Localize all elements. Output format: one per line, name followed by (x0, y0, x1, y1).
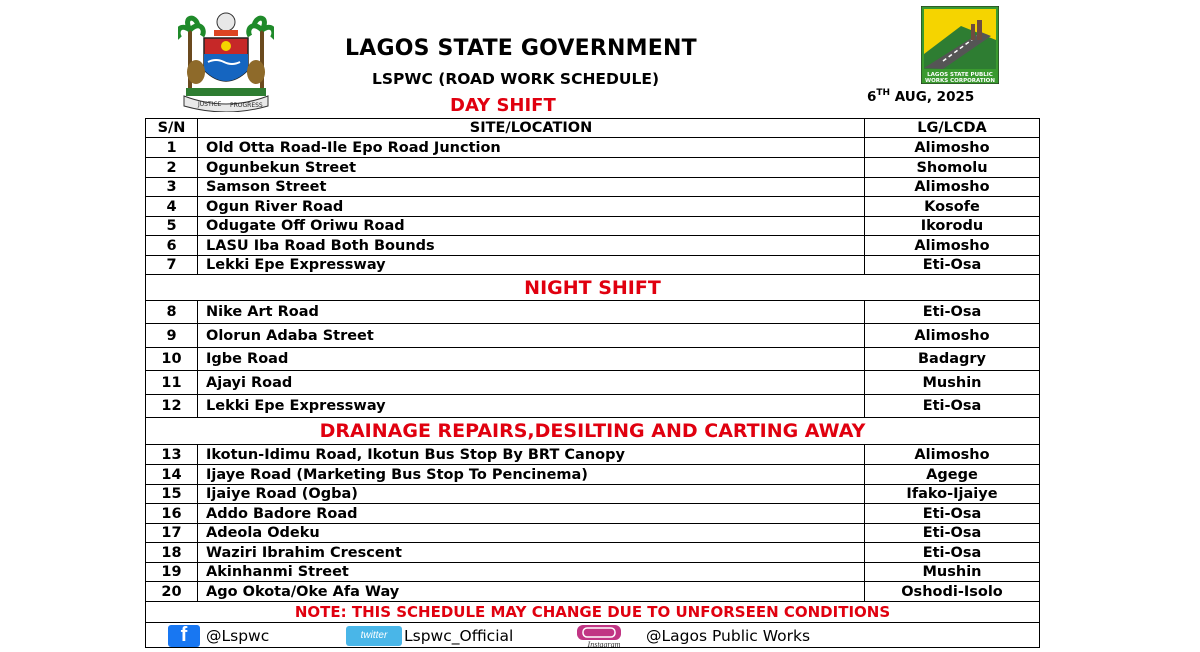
facebook-link[interactable] (168, 623, 269, 648)
row-lg: Badagry (918, 351, 986, 367)
crest-motto-right: PROGRESS (230, 102, 263, 109)
row-lg: Mushin (922, 374, 982, 391)
row-sn: 15 (146, 485, 198, 503)
row-lg: Eti-Osa (922, 525, 982, 541)
table-row (145, 543, 1040, 563)
row-sn: 13 (146, 445, 198, 464)
row-sn: 5 (146, 217, 198, 235)
table-row (145, 395, 1040, 418)
table-header-row (145, 118, 1040, 138)
table-row (145, 197, 1040, 217)
table-row (145, 504, 1040, 524)
row-site: Igbe Road (198, 348, 865, 370)
row-sn: 2 (146, 158, 198, 177)
row-site: LASU Iba Road Both Bounds (198, 236, 865, 255)
twitter-icon: twitter (346, 626, 402, 646)
facebook-handle: @Lspwc (206, 626, 270, 645)
table-row (145, 256, 1040, 275)
table-row (145, 217, 1040, 236)
facebook-icon: f (168, 625, 200, 647)
row-site: Lekki Epe Expressway (198, 256, 865, 274)
row-sn: 11 (146, 371, 198, 394)
row-site: Ijaiye Road (Ogba) (198, 485, 865, 503)
twitter-link[interactable] (346, 623, 513, 648)
row-site: Odugate Off Oriwu Road (198, 217, 865, 235)
row-sn: 10 (146, 348, 198, 370)
table-row (145, 524, 1040, 543)
row-sn: 3 (146, 178, 198, 196)
logo-text-line2: WORKS CORPORATION (925, 78, 995, 84)
column-header-site: SITE/LOCATION (198, 119, 865, 137)
instagram-link[interactable] (574, 623, 810, 648)
row-site: Lekki Epe Expressway (198, 395, 865, 417)
date-day: 6 (867, 89, 877, 105)
row-sn: 14 (146, 465, 198, 484)
row-site: Ikotun-Idimu Road, Ikotun Bus Stop By BRT Canopy (198, 445, 865, 464)
table-row (145, 582, 1040, 602)
table-row (145, 371, 1040, 395)
row-lg: Alimosho (914, 237, 990, 254)
lagos-state-crest (178, 8, 274, 112)
row-lg: Agege (926, 466, 978, 483)
column-header-lg: LG/LCDA (917, 120, 987, 136)
row-sn: 12 (146, 395, 198, 417)
date-suffix: TH (876, 88, 891, 98)
row-lg: Shomolu (916, 159, 988, 176)
row-site: Olorun Adaba Street (198, 324, 865, 347)
logo-text-line1: LAGOS STATE PUBLIC (927, 72, 993, 78)
drainage-rows (145, 445, 1040, 602)
row-lg: Alimosho (914, 139, 990, 156)
row-sn: 6 (146, 236, 198, 255)
row-sn: 17 (146, 524, 198, 542)
row-sn: 9 (146, 324, 198, 347)
social-footer (145, 623, 1040, 648)
row-lg: Ikorodu (920, 218, 984, 234)
row-lg: Eti-Osa (922, 505, 982, 522)
table-row (145, 301, 1040, 324)
row-site: Akinhanmi Street (198, 563, 865, 581)
table-row (145, 236, 1040, 256)
row-lg: Oshodi-Isolo (901, 583, 1003, 600)
row-lg: Kosofe (924, 198, 980, 215)
row-site: Old Otta Road-Ile Epo Road Junction (198, 138, 865, 157)
row-site: Waziri Ibrahim Crescent (198, 543, 865, 562)
table-row (145, 465, 1040, 485)
row-sn: 7 (146, 256, 198, 274)
row-site: Ijaye Road (Marketing Bus Stop To Pencinema) (198, 465, 865, 484)
table-row (145, 324, 1040, 348)
row-site: Addo Badore Road (198, 504, 865, 523)
table-row (145, 158, 1040, 178)
table-row (145, 348, 1040, 371)
row-lg: Eti-Osa (922, 304, 982, 320)
row-sn: 16 (146, 504, 198, 523)
schedule-date (867, 88, 974, 105)
row-lg: Alimosho (914, 179, 990, 195)
table-row (145, 178, 1040, 197)
schedule-table (145, 118, 1040, 648)
day-shift-heading: DAY SHIFT (450, 95, 556, 116)
row-lg: Alimosho (914, 327, 990, 344)
row-site: Ajayi Road (198, 371, 865, 394)
lspwc-logo (921, 6, 999, 84)
row-site: Samson Street (198, 178, 865, 196)
date-month-year: AUG, 2025 (890, 89, 975, 105)
row-sn: 20 (146, 582, 198, 601)
row-sn: 19 (146, 563, 198, 581)
row-site: Ogunbekun Street (198, 158, 865, 177)
row-site: Ago Okota/Oke Afa Way (198, 582, 865, 601)
crest-motto-left: JUSTICE (198, 101, 222, 108)
schedule-note: NOTE: THIS SCHEDULE MAY CHANGE DUE TO UNFORSEEN CONDITIONS (145, 602, 1040, 623)
schedule-subtitle: LSPWC (ROAD WORK SCHEDULE) (372, 70, 660, 88)
row-lg: Eti-Osa (922, 257, 982, 273)
row-sn: 18 (146, 543, 198, 562)
instagram-handle: @Lagos Public Works (646, 626, 811, 645)
page-title: LAGOS STATE GOVERNMENT (345, 36, 697, 61)
row-sn: 4 (146, 197, 198, 216)
row-site: Ogun River Road (198, 197, 865, 216)
instagram-badge-text: Instagram (587, 639, 621, 648)
drainage-heading: DRAINAGE REPAIRS,DESILTING AND CARTING AWAY (145, 418, 1040, 445)
table-row (145, 563, 1040, 582)
night-shift-heading: NIGHT SHIFT (145, 275, 1040, 301)
row-lg: Alimosho (914, 446, 990, 463)
instagram-icon (574, 624, 636, 648)
row-site: Adeola Odeku (198, 524, 865, 542)
row-sn: 8 (146, 301, 198, 323)
column-header-sn: S/N (146, 119, 198, 137)
day-shift-rows (145, 138, 1040, 275)
row-sn: 1 (146, 138, 198, 157)
row-lg: Eti-Osa (922, 544, 982, 561)
row-lg: Ifako-Ijaiye (906, 486, 998, 502)
table-row (145, 138, 1040, 158)
row-lg: Eti-Osa (922, 398, 982, 414)
night-shift-rows (145, 301, 1040, 418)
table-row (145, 485, 1040, 504)
row-lg: Mushin (922, 564, 982, 580)
table-row (145, 445, 1040, 465)
twitter-handle: Lspwc_Official (404, 626, 514, 645)
row-site: Nike Art Road (198, 301, 865, 323)
